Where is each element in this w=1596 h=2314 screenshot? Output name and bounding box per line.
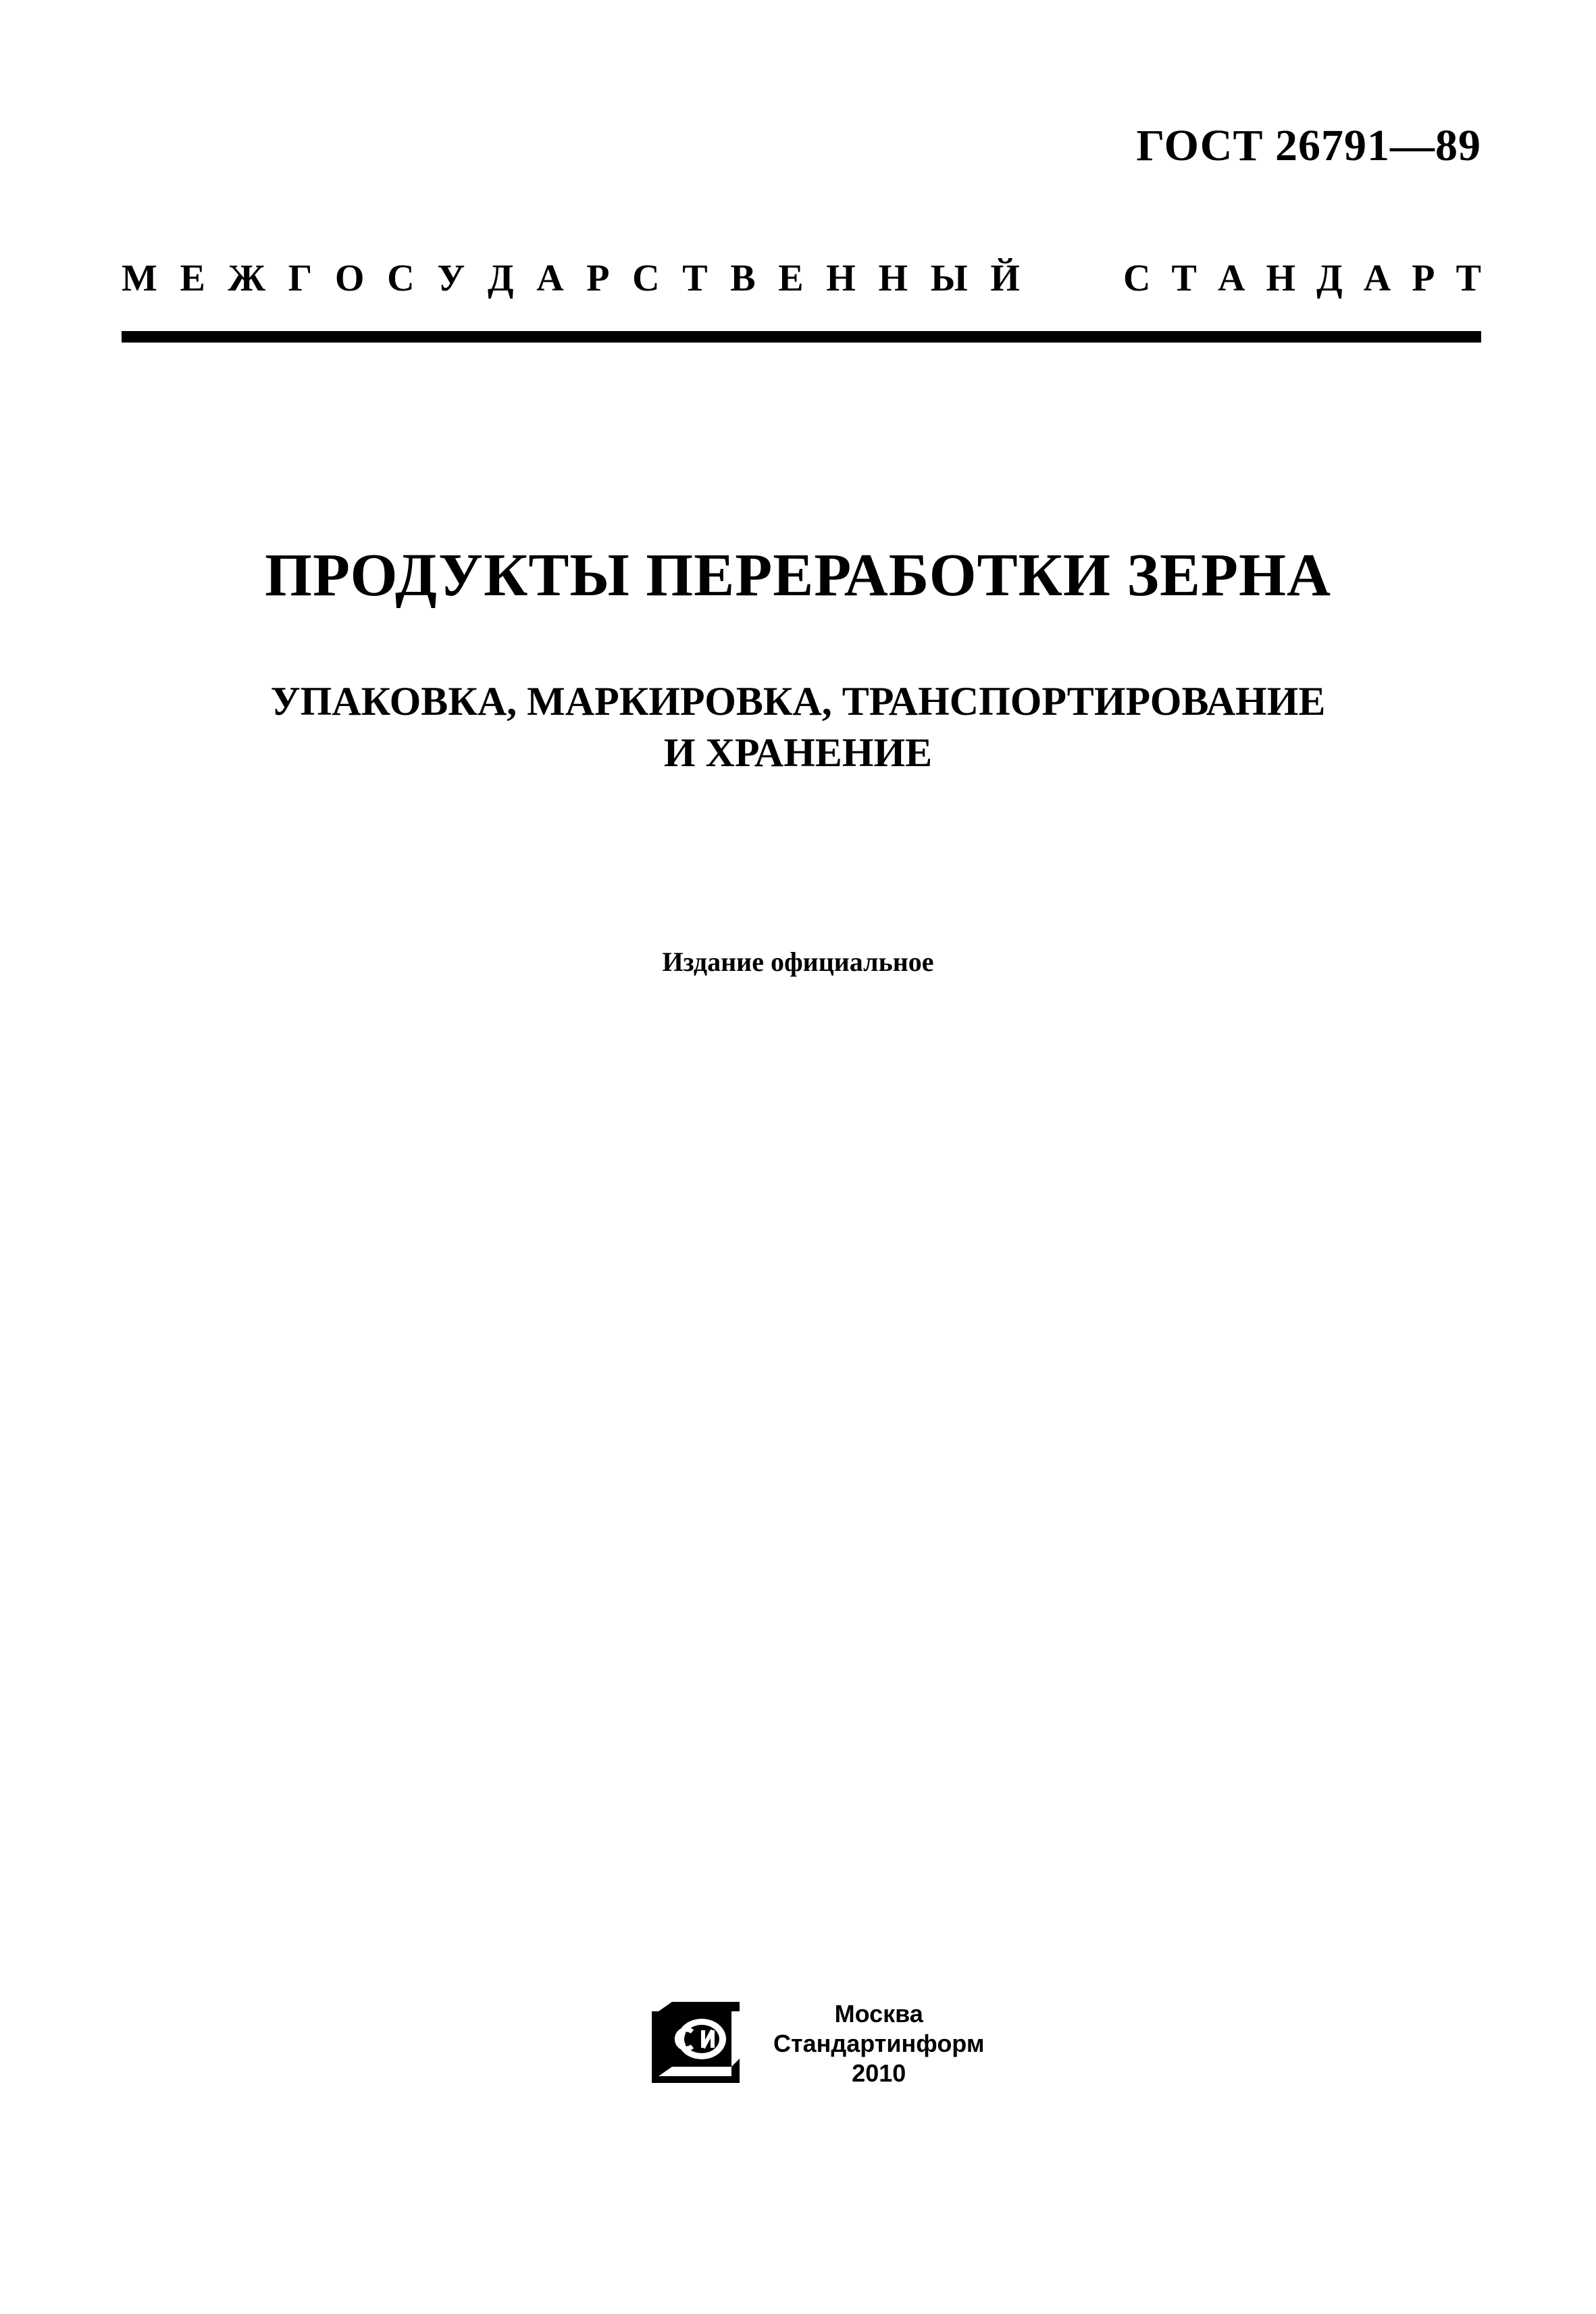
spaced-letter: Н xyxy=(1266,257,1296,299)
spaced-letter: Ы xyxy=(930,257,968,299)
spaced-letter: С xyxy=(1123,257,1151,299)
spaced-letter: Ж xyxy=(228,257,265,299)
subtitle-line-2: И ХРАНЕНИЕ xyxy=(663,730,933,775)
publisher-city: Москва xyxy=(834,2000,923,2028)
edition-note: Издание официальное xyxy=(662,947,934,977)
spaced-letter: Е xyxy=(778,257,804,299)
spaced-letter: С xyxy=(387,257,415,299)
publisher-block xyxy=(773,1999,984,2088)
spaced-letter: А xyxy=(1363,257,1391,299)
spaced-letter: Н xyxy=(826,257,856,299)
standard-kind-word-1 xyxy=(122,257,1020,300)
spaced-letter: Е xyxy=(180,257,205,299)
spaced-letter: Н xyxy=(878,257,908,299)
spaced-letter: Й xyxy=(990,257,1020,299)
spaced-letter: Д xyxy=(487,257,514,299)
spaced-letter: М xyxy=(122,257,157,299)
standard-kind-word-2 xyxy=(1123,257,1481,300)
standard-code: ГОСТ 26791—89 xyxy=(1136,121,1481,170)
spaced-letter: У xyxy=(437,257,465,299)
standartinform-logo-icon xyxy=(645,1996,746,2091)
spaced-letter: А xyxy=(1217,257,1245,299)
spaced-letter: Р xyxy=(586,257,610,299)
document-title: ПРОДУКТЫ ПЕРЕРАБОТКИ ЗЕРНА xyxy=(265,542,1331,609)
spaced-letter: Г xyxy=(288,257,313,299)
document-subtitle xyxy=(0,676,1596,778)
spaced-letter: В xyxy=(730,257,756,299)
header-rule xyxy=(122,331,1481,343)
spaced-letter: Т xyxy=(1456,257,1481,299)
spaced-letter: Д xyxy=(1316,257,1343,299)
publisher-imprint xyxy=(645,1996,984,2091)
spaced-letter: Р xyxy=(1412,257,1435,299)
spaced-letter: Т xyxy=(1171,257,1197,299)
spaced-letter: Т xyxy=(682,257,708,299)
spaced-letter: А xyxy=(536,257,564,299)
publisher-name: Стандартинформ xyxy=(773,2030,985,2057)
subtitle-line-1: УПАКОВКА, МАРКИРОВКА, ТРАНСПОРТИРОВАНИЕ xyxy=(270,679,1326,724)
publication-year: 2010 xyxy=(852,2059,906,2087)
spaced-letter: С xyxy=(632,257,660,299)
standard-kind xyxy=(122,257,1481,300)
spaced-letter: О xyxy=(334,257,365,299)
